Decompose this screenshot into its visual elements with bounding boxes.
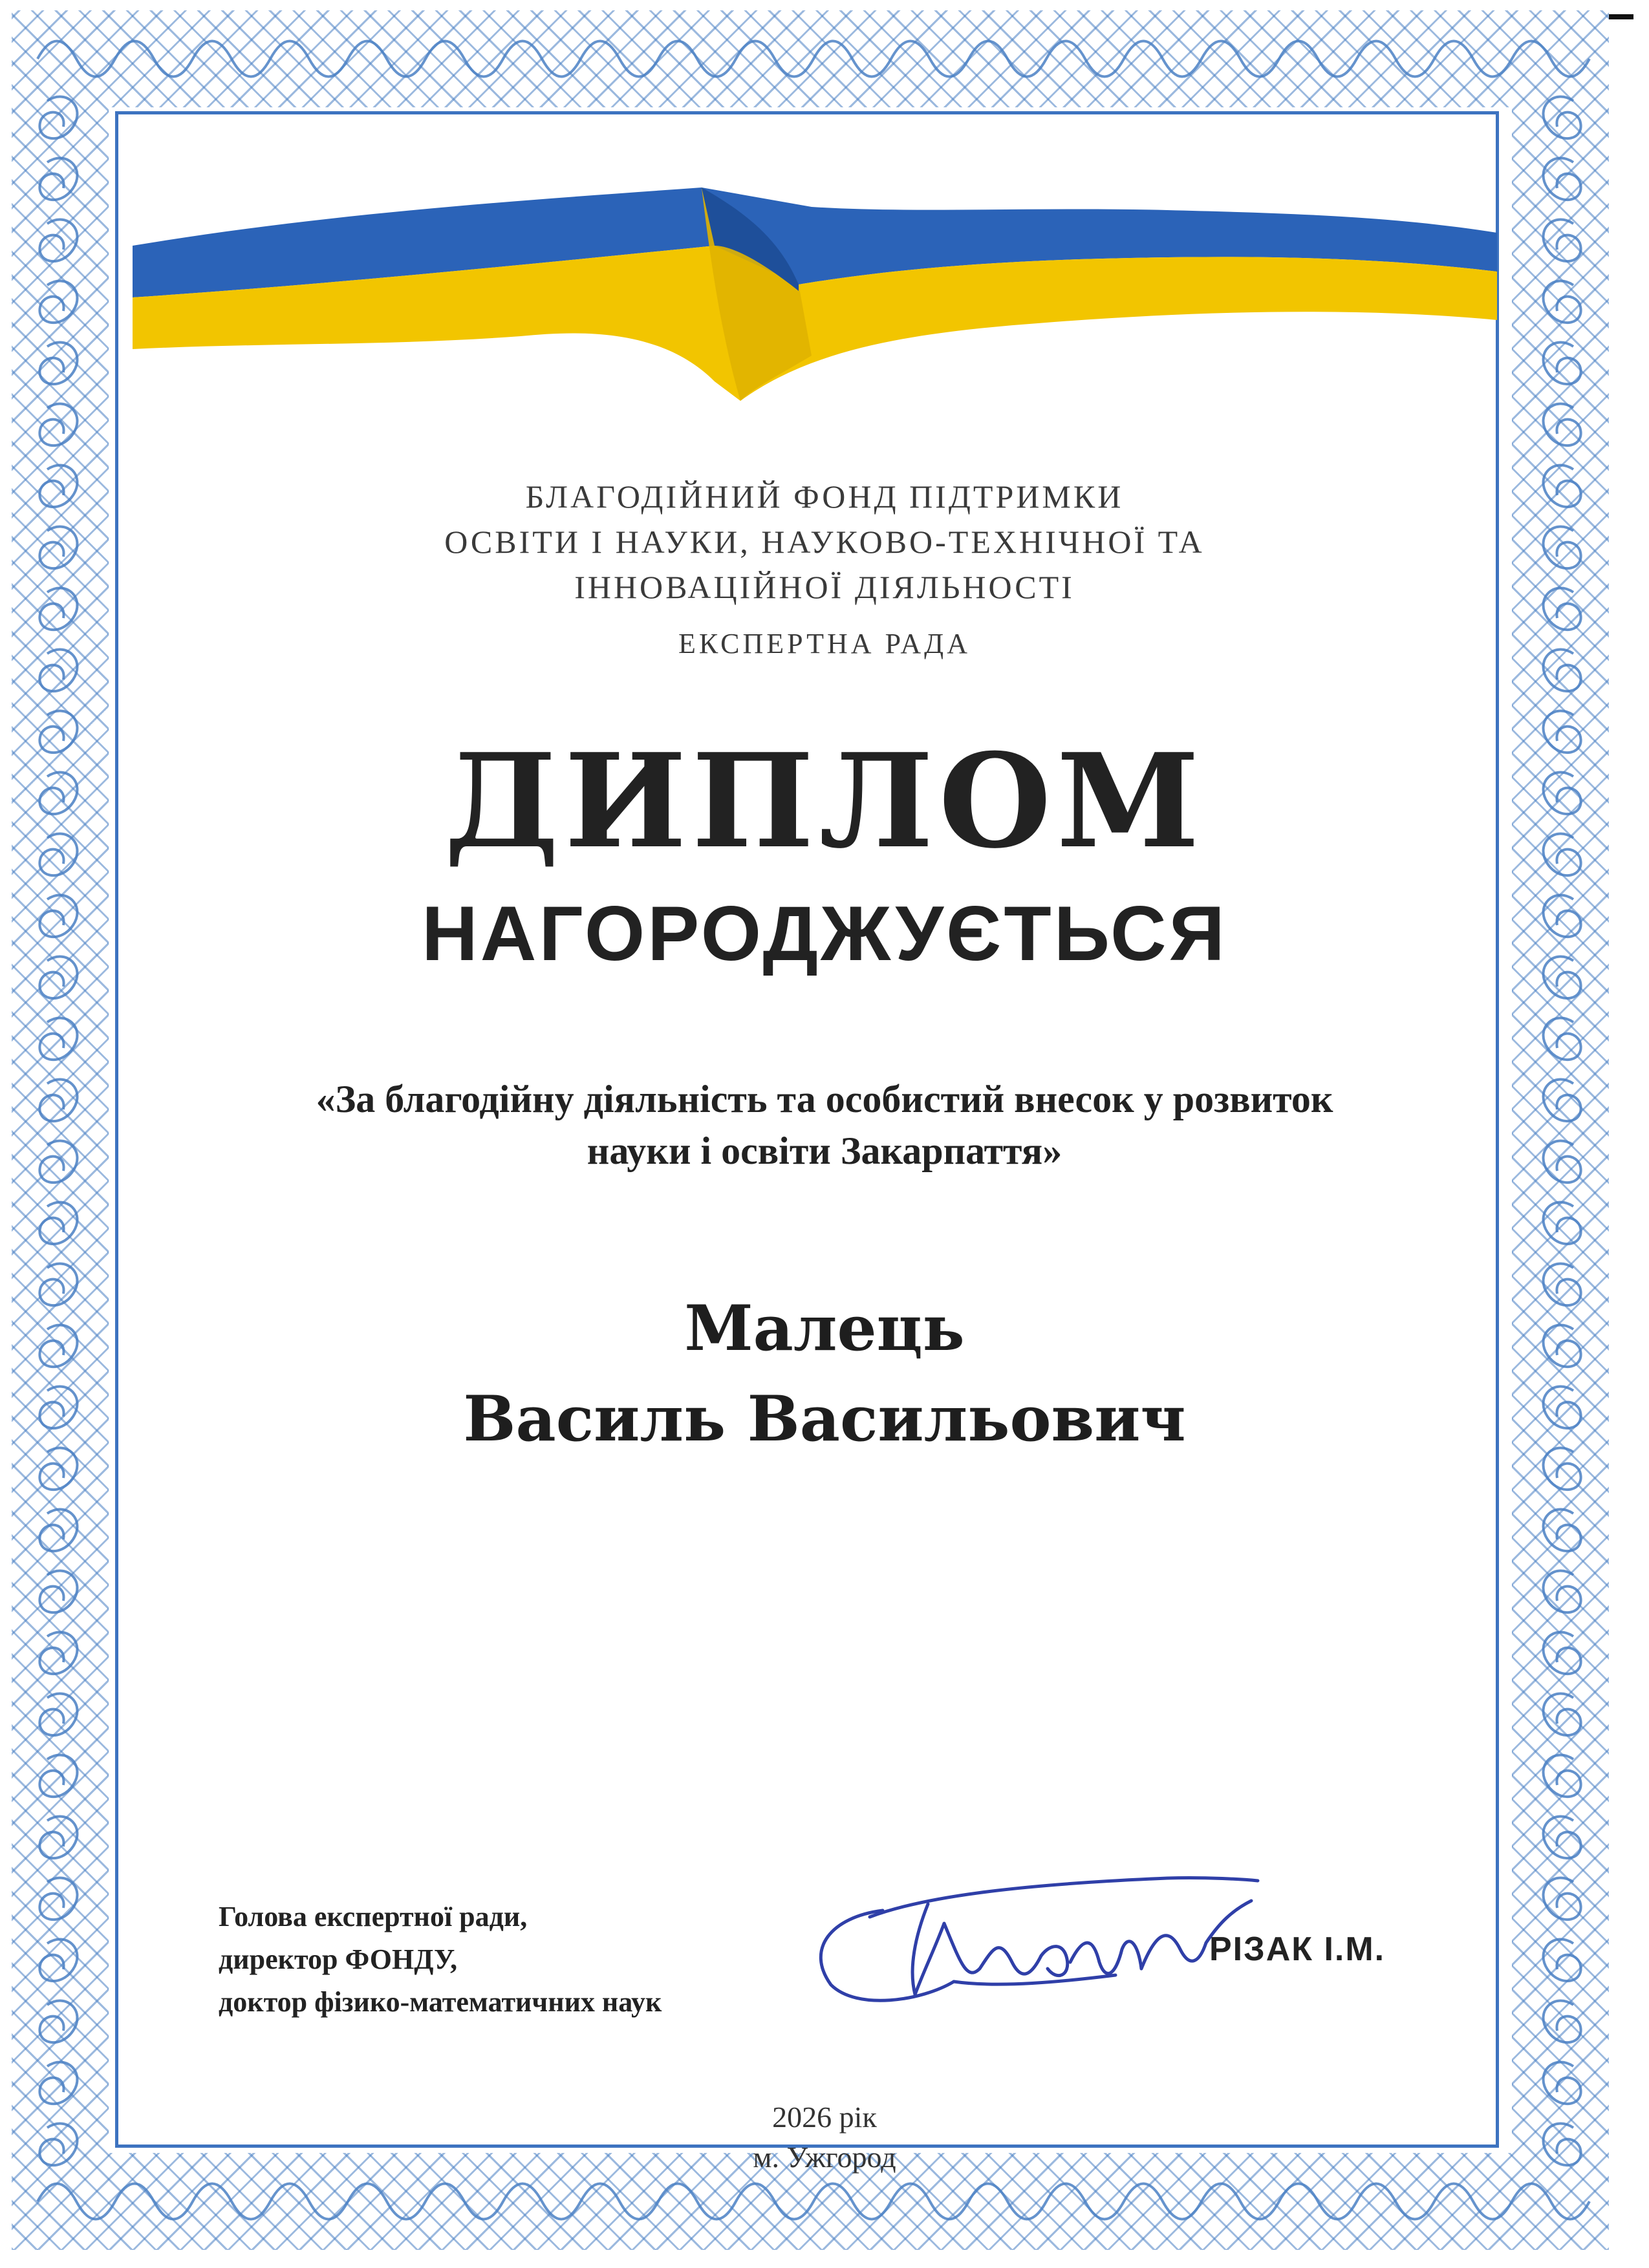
border-scroll — [1544, 1510, 1581, 1552]
border-scroll — [1544, 1878, 1581, 1920]
border-scroll — [39, 1817, 77, 1859]
border-scroll — [39, 1878, 77, 1920]
border-scroll — [39, 97, 77, 139]
border-scroll — [39, 1510, 77, 1552]
signatory-position — [219, 1896, 662, 2024]
border-scroll — [1544, 404, 1581, 446]
border-scroll — [1544, 1940, 1581, 1982]
border-scroll — [1544, 1694, 1581, 1736]
border-scroll — [39, 1018, 77, 1060]
border-scroll — [1544, 2062, 1581, 2104]
border-scroll — [1544, 1817, 1581, 1859]
border-scroll — [39, 220, 77, 262]
award-reason-line: «За благодійну діяльність та особистий внесок у розвиток — [316, 1078, 1333, 1120]
border-scroll — [1544, 1203, 1581, 1245]
award-reason-line: науки і освіти Закарпаття» — [587, 1129, 1062, 1172]
awarded-heading: НАГОРОДЖУЄТЬСЯ — [422, 890, 1227, 977]
handwritten-signature — [805, 1872, 1277, 2020]
border-scroll — [39, 1755, 77, 1797]
border-scroll — [1544, 343, 1581, 385]
issue-city: м. Ужгород — [753, 2141, 896, 2174]
border-scroll — [39, 281, 77, 323]
organization-line: БЛАГОДІЙНИЙ ФОНД ПІДТРИМКИ — [525, 478, 1124, 515]
signatory-position-line: директор ФОНДУ, — [219, 1943, 458, 1975]
border-scroll — [39, 1632, 77, 1674]
border-scroll — [1544, 2001, 1581, 2043]
border-scroll — [39, 2062, 77, 2104]
signatory-position-line: Голова експертної ради, — [219, 1901, 528, 1932]
border-scroll — [1544, 97, 1581, 139]
scan-mark — [1605, 14, 1633, 19]
border-scroll — [39, 1203, 77, 1245]
border-scroll — [1544, 1755, 1581, 1797]
border-scroll — [39, 404, 77, 446]
border-scroll — [39, 1694, 77, 1736]
border-scroll — [1544, 1571, 1581, 1613]
border-scroll — [39, 343, 77, 385]
issue-year: 2026 рік — [772, 2101, 877, 2134]
signatory-position-line: доктор фізико-математичних наук — [219, 1986, 662, 2018]
recipient-name — [0, 1283, 1649, 1464]
border-scroll — [1544, 1632, 1581, 1674]
expert-council-label: ЕКСПЕРТНА РАДА — [678, 628, 971, 659]
border-scroll — [39, 2001, 77, 2043]
border-scroll — [1544, 220, 1581, 262]
border-scroll — [1544, 281, 1581, 323]
border-scroll — [39, 1571, 77, 1613]
recipient-surname: Малець — [684, 1292, 965, 1365]
recipient-given-names: Василь Васильович — [463, 1382, 1186, 1455]
organization-line: ОСВІТИ І НАУКИ, НАУКОВО-ТЕХНІЧНОЇ ТА — [444, 524, 1205, 560]
signatory-name: РІЗАК І.М. — [1209, 1931, 1386, 1968]
organization-line: ІННОВАЦІЙНОЇ ДІЯЛЬНОСТІ — [574, 569, 1075, 605]
award-reason — [0, 1073, 1649, 1177]
border-scroll — [1544, 158, 1581, 200]
organization-name — [0, 474, 1649, 610]
diploma-title: ДИПЛОМ — [444, 725, 1205, 877]
border-scroll — [39, 1940, 77, 1982]
border-scroll — [39, 158, 77, 200]
border-scroll — [1544, 1018, 1581, 1060]
flag-ribbon-image — [133, 187, 1497, 407]
